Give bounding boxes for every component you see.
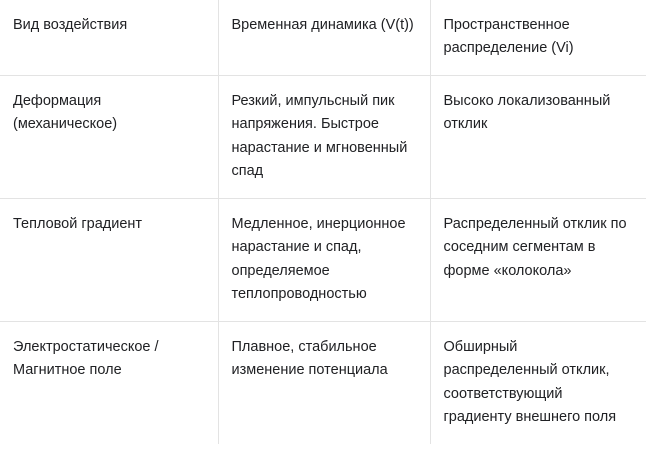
cell-impact-type: Электростатическое / Магнитное поле: [0, 321, 218, 443]
cell-temporal-dynamics: Медленное, инерционное нарастание и спад, определяемое теплопроводностью: [218, 198, 430, 321]
column-header-spatial-distribution: Пространственное распределение (Vi): [430, 0, 646, 75]
table-header-row: [0, 0, 646, 75]
table-row: [0, 321, 646, 443]
cell-spatial-distribution: Обширный распределенный отклик, соответствующий градиенту внешнего поля: [443, 338, 617, 426]
cell-impact-type: Деформация (механическое): [0, 75, 218, 198]
column-header-impact-type: Вид воздействия: [0, 0, 218, 75]
cell-spatial-distribution: Высоко локализованный отклик: [430, 75, 646, 198]
column-header-temporal-dynamics: Временная динамика (V(t)): [218, 0, 430, 75]
table-row: [0, 198, 646, 321]
table-row: [0, 75, 646, 198]
cell-impact-type: Тепловой градиент: [0, 198, 218, 321]
cell-spatial-distribution: Распределенный отклик по соседним сегментам в форме «колокола»: [430, 198, 646, 321]
cell-temporal-dynamics: Резкий, импульсный пик напряжения. Быстрое нарастание и мгновенный спад: [218, 75, 430, 198]
cell-temporal-dynamics: Плавное, стабильное изменение потенциала: [218, 321, 430, 443]
